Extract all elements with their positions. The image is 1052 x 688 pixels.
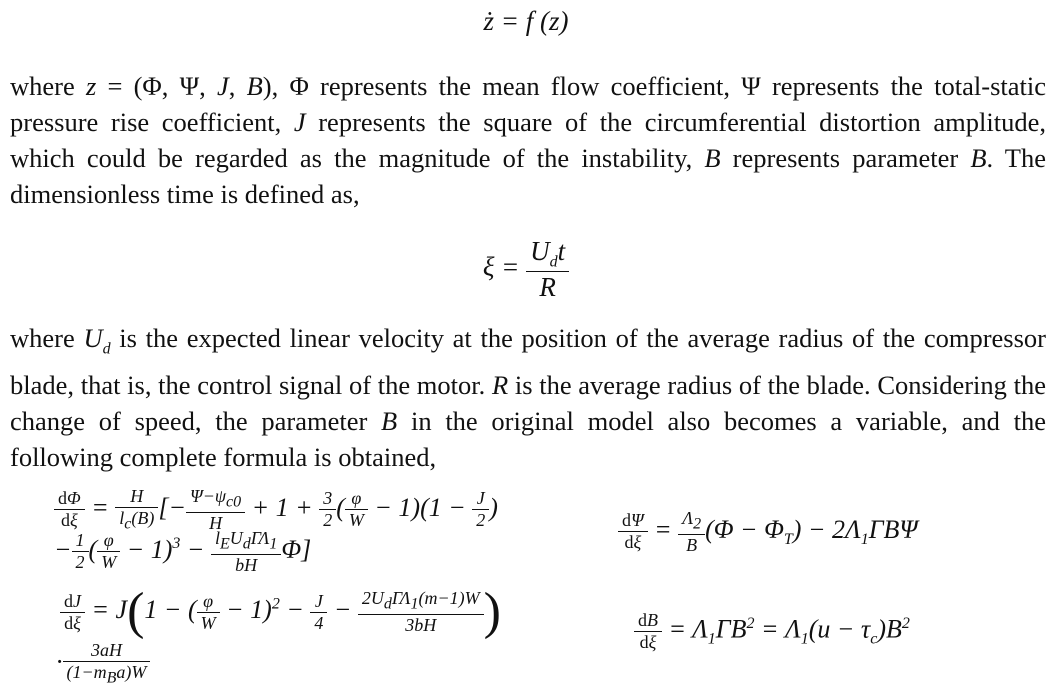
psi-equation: $\frac{d\Psi}{d\xi}$ = $\frac{\Lambda_2}{B}$ $(\Phi - \Phi_T) - 2\Lambda_1\Gamma B\Psi$ xyxy=(618,508,918,556)
time-fraction xyxy=(526,236,569,303)
phi-equation-line1: $\frac{d\Phi}{d\xi}$ = $\frac{H}{l_c(B)}$ [− $\frac{\Psi-\psi_{c0}}{H}$ + 1 + $\frac{3}{2}$ ( $\frac{\varphi}{W}$ − 1)(1 − $\frac{J}{2}$ ) xyxy=(54,486,498,534)
time-equation xyxy=(0,236,1052,303)
ode-text: ż = f (z) xyxy=(483,6,569,36)
time-denominator: R xyxy=(526,271,569,303)
ode-equation xyxy=(0,6,1052,37)
b-equation: $\frac{dB}{d\xi}$ = $\Lambda_1\Gamma B^2 = \Lambda_1(u - \tau_c)B^2$ xyxy=(634,610,910,653)
paragraph-2: where $U_d$ is the expected linear velocity at the position of the average radius of the compressor blade, that is, the control signal of the motor. R is the average radius of the blade. Considering the change of speed, the parameter B in the original model also becomes a variable, and the following complete formula is obtained, xyxy=(10,323,1046,473)
time-numerator: $U_dt$ xyxy=(530,236,566,271)
phi-equation-line2: − $\frac{1}{2}$ ( $\frac{\varphi}{W}$ − 1)$^3$ − $\frac{l_EU_d\Gamma\Lambda_1}{bH}$ Φ] xyxy=(54,528,312,575)
dphi-dxi: $\frac{d\Phi}{d\xi}$ xyxy=(54,488,85,531)
paragraph-1: where z = (Φ, Ψ, J, B), Φ represents the mean flow coefficient, Ψ represents the total-static pressure rise coefficient, J represents the square of the circumferential distortion amplitude, which could be regarded as the magnitude of the instability, B represents parameter B. The dimensionless time is defined as, xyxy=(10,71,1046,209)
time-lhs: ξ = xyxy=(482,251,527,282)
j-equation-line1: $\frac{dJ}{d\xi}$ = J(1 − ( $\frac{\varphi}{W}$ − 1)$^2$ − $\frac{J}{4}$ − $\frac{2U_d\Gamma\Lambda_1(m-1)W}{3bH}$ ) xyxy=(60,586,501,638)
j-equation-line2: · $\frac{3aH}{(1-m_Ba)W}$ xyxy=(56,640,150,688)
